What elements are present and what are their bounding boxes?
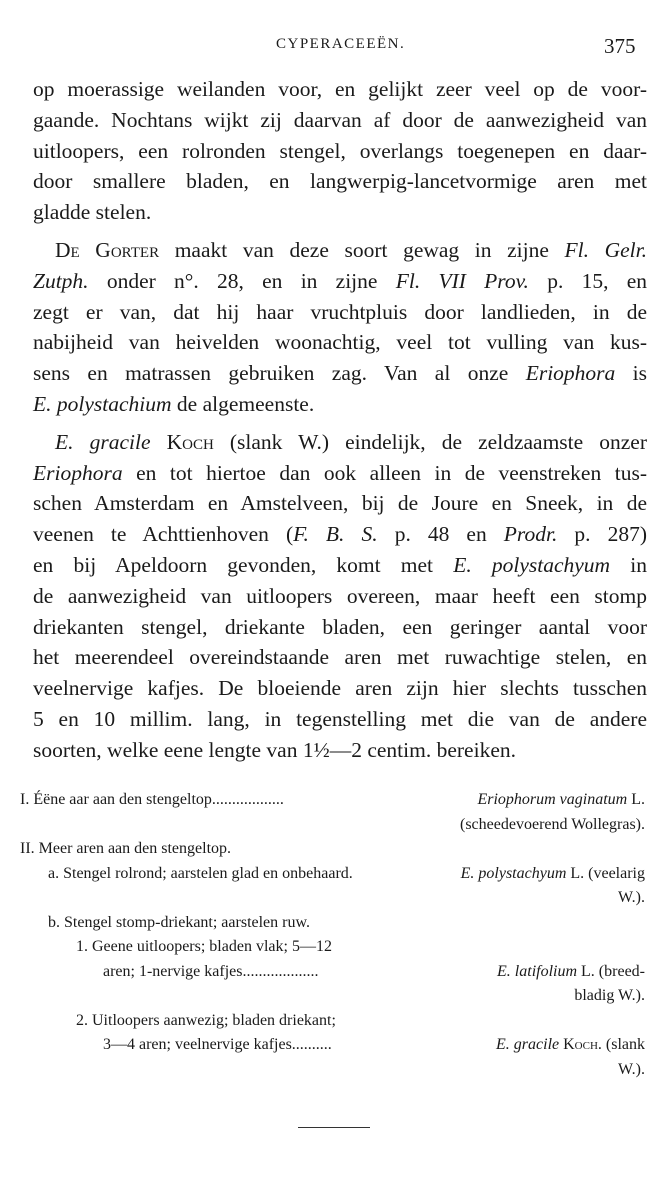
- text-line: schen Amsterdam en Amstelveen, bij de Joure en Sneek, in de: [33, 491, 647, 516]
- text-line: De Gorter maakt van deze soort gewag in zijne Fl. Gelr.: [55, 237, 648, 262]
- text-line: gaande. Nochtans wijkt zij daarvan af door de aanwezigheid van: [33, 107, 647, 132]
- key-entry: aren; 1-nervige kafjes................... E. latifolium L. (breed-: [103, 962, 645, 980]
- identification-key: [20, 788, 645, 1082]
- key-entry: I. Éëne aar aan den stengeltop.................. Eriophorum vaginatum L.: [20, 791, 645, 808]
- text-line: de aanwezigheid van uitloopers overeen, maar heeft een stomp: [33, 583, 647, 608]
- key-entry: b. Stengel stomp-driekant; aarstelen ruw.: [48, 913, 310, 931]
- closing-rule: [298, 1127, 370, 1128]
- running-head: [0, 34, 669, 56]
- key-entry: 2. Uitloopers aanwezig; bladen driekant;: [76, 1011, 336, 1029]
- author-name: Koch: [166, 429, 214, 454]
- author-name: De Gorter: [55, 237, 160, 262]
- text-line: het meerendeel overeindstaande aren met ruwachtige stelen, en: [33, 645, 647, 670]
- key-entry: 1. Geene uitloopers; bladen vlak; 5—12: [76, 938, 332, 955]
- text-line: E. polystachium de algemeenste.: [33, 391, 315, 416]
- text-line: veenen te Achttienhoven (F. B. S. p. 48 en Prodr. p. 287): [33, 522, 648, 547]
- text-line: 5 en 10 millim. lang, in tegenstelling met die van de andere: [33, 706, 647, 731]
- text-line: nabijheid van heivelden woonachtig, veel tot vulling van kus-: [33, 330, 647, 355]
- text-line: soorten, welke eene lengte van 1½—2 centim. bereiken.: [33, 737, 516, 762]
- text-line: zegt er van, dat hij haar vruchtpluis door landlieden, in de: [33, 299, 647, 324]
- running-head-title: CYPERACEEËN.: [276, 36, 406, 52]
- key-entry: II. Meer aren aan den stengeltop.: [20, 840, 232, 857]
- key-entry: bladig W.).: [574, 987, 645, 1004]
- text-line: en bij Apeldoorn gevonden, komt met E. polystachyum in: [33, 552, 647, 577]
- text-line: driekanten stengel, driekante bladen, een geringer aantal voor: [33, 614, 647, 639]
- key-entry: (scheedevoerend Wollegras).: [460, 815, 645, 833]
- key-entry: W.).: [618, 1060, 645, 1078]
- text-line: gladde stelen.: [33, 200, 152, 225]
- key-entry: a. Stengel rolrond; aarstelen glad en onbehaard. E. polystachyum L. (veelarig: [48, 864, 645, 882]
- page-number: 375: [604, 34, 636, 58]
- text-line: sens en matrassen gebruiken zag. Van al onze Eriophora is: [33, 361, 648, 386]
- text-line: door smallere bladen, en langwerpig-lancetvormige aren met: [33, 169, 647, 194]
- text-line: Zutph. onder n°. 28, en in zijne Fl. VII Prov. p. 15, en: [33, 268, 648, 293]
- text-line: E. gracile Koch (slank W.) eindelijk, de zeldzaamste onzer: [55, 429, 648, 454]
- key-entry: 3—4 aren; veelnervige kafjes.......... E. gracile Koch. (slank: [103, 1036, 645, 1053]
- text-line: Eriophora en tot hiertoe dan ook alleen in de veenstreken tus-: [33, 460, 647, 485]
- text-line: op moerassige weilanden voor, en gelijkt zeer veel op de voor-: [33, 77, 647, 101]
- text-line: veelnervige kafjes. De bloeiende aren zijn hier slechts tusschen: [33, 676, 647, 701]
- body-text: [33, 74, 647, 766]
- text-line: uitloopers, een rolronden stengel, overlangs toegenepen en daar-: [33, 138, 647, 163]
- key-entry: W.).: [618, 889, 645, 906]
